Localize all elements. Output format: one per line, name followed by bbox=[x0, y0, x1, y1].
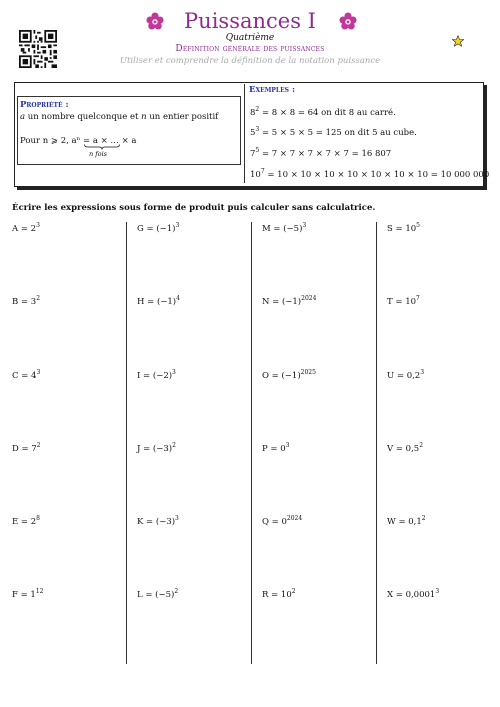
example-text: = 8 × 8 = 64 on dit 8 au carré. bbox=[259, 108, 396, 118]
exercise-exponent: 3 bbox=[175, 222, 180, 229]
exercise-exponent: 3 bbox=[36, 369, 41, 376]
example-exponent: 7 bbox=[260, 168, 265, 175]
exercise-expression: G = (−1) bbox=[137, 224, 176, 234]
property-line-1-mid: un nombre quelconque et bbox=[25, 112, 142, 122]
exercise-exponent: 2 bbox=[291, 588, 296, 595]
column-divider bbox=[126, 222, 127, 664]
example-base: 7 bbox=[250, 149, 256, 159]
objective-text: Utiliser et comprendre la définition de la notation puissance bbox=[119, 56, 381, 66]
exercise-exponent: 2024 bbox=[286, 515, 303, 522]
exercise-item bbox=[262, 590, 296, 600]
exercise-expression: I = (−2) bbox=[137, 371, 173, 381]
exercise-exponent: 2 bbox=[421, 515, 426, 522]
column-divider bbox=[376, 222, 377, 664]
exercise-item bbox=[12, 590, 43, 600]
exercise-expression: C = 4 bbox=[12, 371, 37, 381]
exercise-exponent: 8 bbox=[36, 515, 40, 522]
exercise-item bbox=[262, 371, 316, 381]
exercise-exponent: 5 bbox=[416, 222, 420, 229]
exercise-exponent: 3 bbox=[36, 222, 40, 229]
column-divider bbox=[251, 222, 252, 664]
exercise-item bbox=[387, 224, 420, 234]
exercise-expression: T = 10 bbox=[387, 297, 417, 307]
example-line bbox=[250, 170, 489, 180]
exercise-expression: P = 0 bbox=[262, 444, 286, 454]
exercise-expression: A = 2 bbox=[12, 224, 37, 234]
exercise-item bbox=[137, 224, 179, 234]
exercise-exponent: 3 bbox=[420, 369, 425, 376]
exercise-item bbox=[137, 517, 179, 527]
exercise-expression: J = (−3) bbox=[137, 444, 173, 454]
star-icon bbox=[452, 35, 464, 47]
exercise-expression: E = 2 bbox=[12, 517, 37, 527]
section-title: Définition générale des puissances bbox=[175, 44, 325, 54]
exercise-expression: F = 1 bbox=[12, 590, 36, 600]
exercise-item bbox=[137, 444, 176, 454]
page-title: Puissances I bbox=[184, 9, 316, 33]
exercise-expression: U = 0,2 bbox=[387, 371, 421, 381]
exercise-expression: M = (−5) bbox=[262, 224, 303, 234]
exercise-exponent: 2 bbox=[174, 588, 179, 595]
exercise-item bbox=[137, 590, 178, 600]
exercise-expression: Q = 0 bbox=[262, 517, 287, 527]
exercise-item bbox=[387, 444, 423, 454]
exercise-item bbox=[262, 297, 316, 307]
exercise-item bbox=[137, 297, 180, 307]
exercise-exponent: 2 bbox=[36, 442, 41, 449]
exercise-item bbox=[12, 224, 40, 234]
exercise-expression: H = (−1) bbox=[137, 297, 177, 307]
exercise-item bbox=[12, 371, 40, 381]
exercise-item bbox=[12, 444, 41, 454]
exercise-exponent: 4 bbox=[176, 295, 180, 302]
exercise-item bbox=[387, 371, 424, 381]
exercise-exponent: 3 bbox=[175, 515, 179, 522]
exercise-item bbox=[262, 224, 306, 234]
exercise-exponent: 3 bbox=[285, 442, 290, 449]
frame-divider bbox=[244, 84, 245, 183]
property-line-1 bbox=[20, 112, 218, 122]
exercise-expression: K = (−3) bbox=[137, 517, 176, 527]
brace-label: n fois bbox=[89, 150, 107, 158]
variable-a: a bbox=[20, 112, 26, 122]
exercise-expression: R = 10 bbox=[262, 590, 292, 600]
property-line-1-end: un entier positif bbox=[146, 112, 219, 122]
exercise-exponent: 2024 bbox=[301, 295, 317, 302]
exercise-instruction: Écrire les expressions sous forme de produit puis calculer sans calculatrice. bbox=[12, 203, 376, 213]
exercise-exponent: 3 bbox=[172, 369, 176, 376]
example-text: = 5 × 5 × 5 = 125 on dit 5 au cube. bbox=[259, 128, 417, 138]
exercise-expression: W = 0,1 bbox=[387, 517, 422, 527]
exercise-exponent: 3 bbox=[302, 222, 307, 229]
example-base: 8 bbox=[250, 108, 256, 118]
exercise-expression: L = (−5) bbox=[137, 590, 175, 600]
exercise-item bbox=[12, 297, 40, 307]
exercise-item bbox=[137, 371, 176, 381]
example-text: = 7 × 7 × 7 × 7 × 7 = 16 807 bbox=[259, 149, 392, 159]
exercise-item bbox=[387, 297, 420, 307]
exercise-exponent: 12 bbox=[35, 588, 44, 595]
exercise-expression: V = 0,5 bbox=[387, 444, 420, 454]
exercise-item bbox=[387, 590, 439, 600]
exercise-exponent: 2 bbox=[36, 295, 41, 302]
example-exponent: 5 bbox=[255, 147, 260, 154]
exercise-expression: N = (−1) bbox=[262, 297, 302, 307]
example-line bbox=[250, 128, 417, 138]
example-text: = 10 × 10 × 10 × 10 × 10 × 10 × 10 = 10 000 000 bbox=[264, 170, 490, 180]
example-exponent: 3 bbox=[255, 126, 260, 133]
exercise-expression: B = 3 bbox=[12, 297, 37, 307]
example-base: 5 bbox=[250, 128, 256, 138]
level-label: Quatrième bbox=[225, 33, 275, 43]
exercise-exponent: 7 bbox=[416, 295, 420, 302]
exercise-item bbox=[262, 517, 302, 527]
exercise-expression: S = 10 bbox=[387, 224, 417, 234]
exercise-item bbox=[12, 517, 40, 527]
example-exponent: 2 bbox=[255, 106, 260, 113]
exercise-exponent: 2 bbox=[419, 442, 424, 449]
exercise-expression: D = 7 bbox=[12, 444, 37, 454]
exercise-exponent: 3 bbox=[435, 588, 440, 595]
property-title: Propriété : bbox=[20, 100, 69, 110]
example-line bbox=[250, 149, 391, 159]
exercise-item bbox=[262, 444, 289, 454]
exercise-item bbox=[387, 517, 426, 527]
example-line bbox=[250, 108, 396, 118]
exercise-exponent: 2 bbox=[172, 442, 176, 449]
exercise-exponent: 2025 bbox=[300, 369, 316, 376]
exercise-expression: O = (−1) bbox=[262, 371, 301, 381]
property-formula: Pour n ⩾ 2, aⁿ = a × … × a bbox=[20, 136, 137, 146]
example-base: 10 bbox=[250, 170, 261, 180]
examples-title: Exemples : bbox=[249, 85, 296, 95]
variable-n: n bbox=[141, 112, 147, 122]
exercise-expression: X = 0,0001 bbox=[387, 590, 436, 600]
